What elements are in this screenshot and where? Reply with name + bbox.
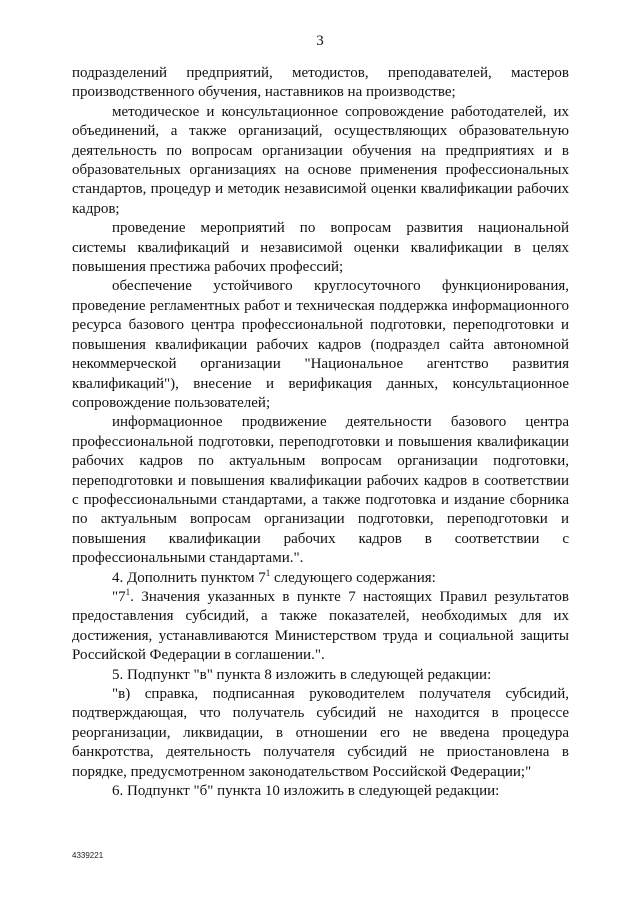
paragraph-continuation: подразделений предприятий, методистов, преподавателей, мастеров производственного обучения, наставников на производстве; — [72, 65, 569, 101]
page-number: 3 — [316, 33, 324, 49]
document-code: 4339221 — [72, 851, 104, 860]
paragraph-events: проведение мероприятий по вопросам развития национальной системы квалификаций и независимой оценки квалификации в целях повышения престижа рабочих профессий; — [72, 220, 569, 276]
item-4-superscript: 1 — [265, 567, 271, 578]
paragraph-item-6: 6. Подпункт "б" пункта 10 изложить в следующей редакции: — [112, 783, 500, 800]
clause-7-1-open: "7 — [112, 588, 126, 605]
paragraph-item-5: 5. Подпункт "в" пункта 8 изложить в следующей редакции: — [112, 666, 492, 683]
paragraph-methodical-support: методическое и консультационное сопровождение работодателей, их объединений, а также организаций, осуществляющих образовательную деятельность по вопросам организации обучения на предприятиях и в образовательных организациях на основе применения профессиональных стандартов, процедур и методик независимой оценки квалификации рабочих кадров; — [72, 103, 569, 217]
paragraph-subclause-v: "в) справка, подписанная руководителем получателя субсидий, подтверждающая, что получатель субсидий не находится в процессе реорганизации, ликвидации, в отношении его не введена процедура банкротства, деятельность получателя субсидий не приостановлена в порядке, предусмотренном законодательством Российской Федерации;" — [72, 686, 569, 780]
paragraph-info-resource: обеспечение устойчивого круглосуточного функционирования, проведение регламентных работ и техническая поддержка информационного ресурса базового центра профессиональной подготовки, переподготовки и повышения квалификации рабочих кадров (подраздел сайта автономной некоммерческой организации "Национальное агентство развития квалификаций"), внесение и верификация данных, консультационное сопровождение пользователей; — [72, 278, 569, 411]
item-4-text: 4. Дополнить пунктом 7 — [112, 569, 266, 586]
paragraph-info-promotion: информационное продвижение деятельности базового центра профессиональной подготовки, переподготовки и повышения квалификации рабочих кадров по актуальным вопросам организации подготовки, переподготовки и повышения квалификации рабочих кадров в соответствии с профессиональными стандартами, а также подготовка и издание сборника по актуальным вопросам организации подготовки, переподготовки и повышения квалификации рабочих кадров в соответствии с профессиональными стандартами.". — [72, 414, 569, 567]
paragraph-clause-7-1 — [72, 588, 569, 666]
paragraph-item-4 — [72, 569, 569, 588]
document-body — [72, 64, 569, 801]
clause-7-1-superscript: 1 — [125, 586, 131, 597]
clause-7-1-text: . Значения указанных в пункте 7 настоящих Правил результатов предоставления субсидий, а также показателей, необходимых для их достижения, устанавливаются Министерством труда и социальной защиты Российской Федерации в соглашении.". — [72, 588, 569, 664]
item-4-text-end: следующего содержания: — [270, 569, 436, 586]
